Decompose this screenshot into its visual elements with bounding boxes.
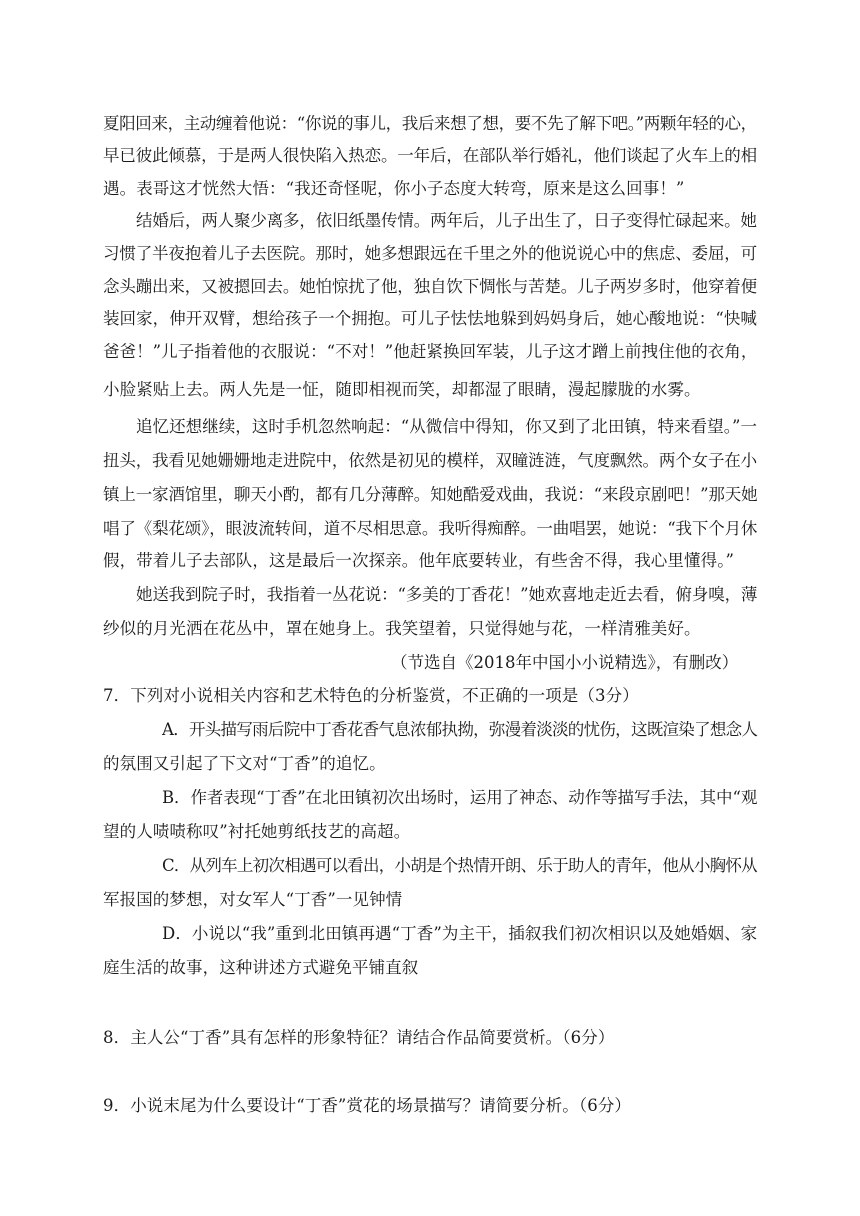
passage-line: 习惯了半夜抱着儿子去医院。那时，她多想跟远在千里之外的他说说心中的焦虑、委屈，可 <box>103 244 758 263</box>
passage-line: 早已彼此倾慕，于是两人很快陷入热恋。一年后，在部队举行婚礼，他们谈起了火车上的相 <box>103 146 758 165</box>
question-7-option-c-cont: 军报国的梦想，对女军人“丁香”一见钟情 <box>103 890 403 909</box>
question-7-option-a: A．开头描写雨后院中丁香花香气息浓郁执拗，弥漫着淡淡的忧伤，这既渲染了想念人 <box>162 720 758 739</box>
question-8: 8．主人公“丁香”具有怎样的形象特征？请结合作品简要赏析。（6分） <box>103 1028 615 1047</box>
passage-line: 爸爸！”儿子指着他的衣服说：“不对！”他赶紧换回军装，儿子这才蹭上前拽住他的衣角， <box>103 342 758 361</box>
passage-line: 她送我到院子时，我指着一丛花说：“多美的丁香花！”她欢喜地走近去看，俯身嗅，薄 <box>136 585 758 604</box>
passage-line: 追忆还想继续，这时手机忽然响起：“从微信中得知，你又到了北田镇，特来看望。”一 <box>136 417 758 436</box>
question-7-stem: 7．下列对小说相关内容和艺术特色的分析鉴赏，不正确的一项是（3分） <box>103 686 639 705</box>
question-7-option-d: D．小说以“我”重到北田镇再遇“丁香”为主干，插叙我们初次相识以及她婚姻、家 <box>162 924 758 943</box>
question-7-option-d-cont: 庭生活的故事，这种讲述方式避免平铺直叙 <box>103 958 419 977</box>
question-7-option-a-cont: 的氛围又引起了下文对“丁香”的追忆。 <box>103 754 386 773</box>
passage-line: 扭头，我看见她姗姗地走进院中，依然是初见的模样，双瞳涟涟，气度飘然。两个女子在小 <box>103 451 758 470</box>
question-9: 9．小说末尾为什么要设计“丁香”赏花的场景描写？请简要分析。（6分） <box>103 1096 632 1115</box>
passage-source: （节选自《2018年中国小小说精选》，有删改） <box>391 653 739 672</box>
passage-line: 唱了《梨花颂》，眼波流转间，道不尽相思意。我听得痴醉。一曲唱罢，她说：“我下个月休 <box>103 519 758 538</box>
question-7-option-b-cont: 望的人啧啧称叹”衬托她剪纸技艺的高超。 <box>103 822 411 841</box>
passage-line: 小脸紧贴上去。两人先是一怔，随即相视而笑，却都湿了眼睛，漫起朦胧的水雾。 <box>103 380 701 399</box>
passage-line: 纱似的月光洒在花丛中，罩在她身上。我笑望着，只觉得她与花，一样清雅美好。 <box>103 619 701 638</box>
passage-line: 镇上一家酒馆里，聊天小酌，都有几分薄醉。知她酷爱戏曲，我说：“来段京剧吧！”那天她 <box>103 485 758 504</box>
passage-line: 结婚后，两人聚少离多，依旧纸墨传情。两年后，儿子出生了，日子变得忙碌起来。她 <box>136 211 757 230</box>
passage-line: 遇。表哥这才恍然大悟：“我还奇怪呢，你小子态度大转弯，原来是这么回事！” <box>103 179 685 198</box>
passage-line: 夏阳回来，主动缠着他说：“你说的事儿，我后来想了想，要不先了解下吧。”两颗年轻的心， <box>103 114 757 133</box>
question-7-option-c: C．从列车上初次相遇可以看出，小胡是个热情开朗、乐于助人的青年，他从小胸怀从 <box>162 856 757 875</box>
passage-line: 装回家，伸开双臂，想给孩子一个拥抱。可儿子怯怯地躲到妈妈身后，她心酸地说：“快喊 <box>103 309 757 328</box>
passage-line: 念头蹦出来，又被摁回去。她怕惊扰了他，独自饮下惆怅与苦楚。儿子两岁多时，他穿着便 <box>103 277 758 296</box>
passage-line: 假，带着儿子去部队，这是最后一次探亲。他年底要转业，有些舍不得，我心里懂得。” <box>103 551 735 570</box>
question-7-option-b: B．作者表现“丁香”在北田镇初次出场时，运用了神态、动作等描写手法，其中“观 <box>162 788 758 807</box>
